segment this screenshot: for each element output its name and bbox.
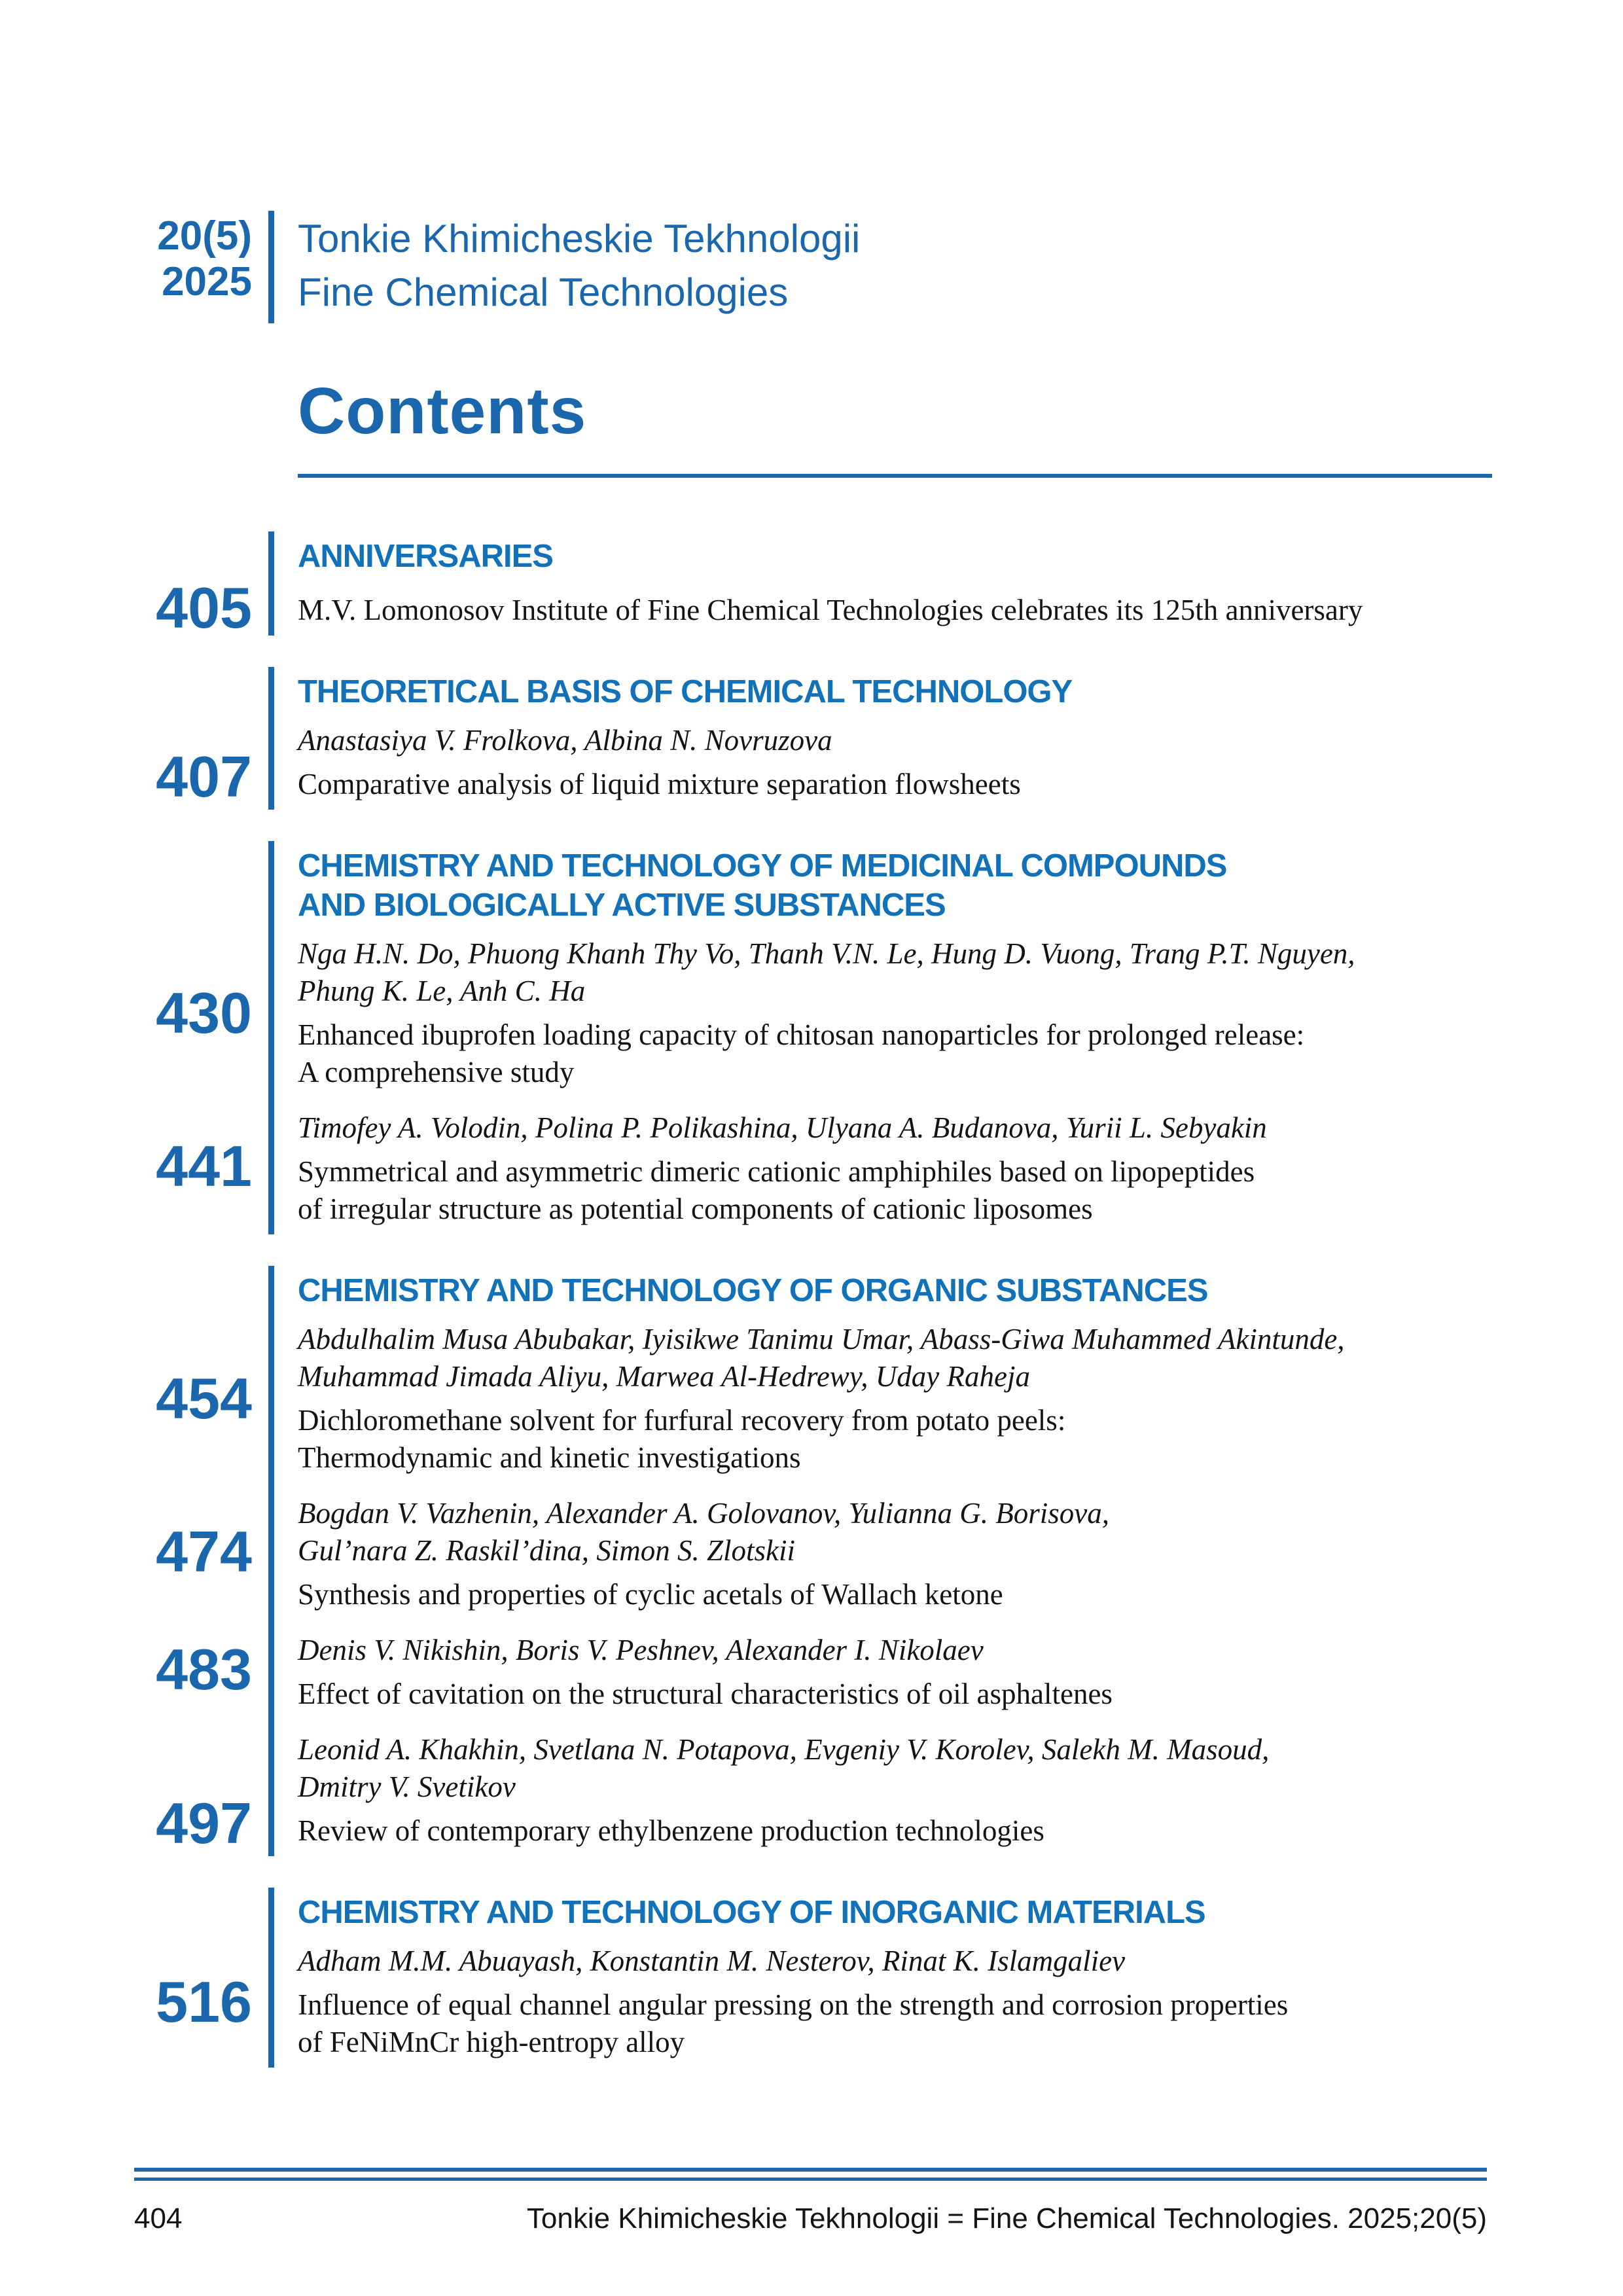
issue-year-block <box>134 211 252 323</box>
footer-divider <box>134 2168 1487 2172</box>
footer-citation: Tonkie Khimicheskie Tekhnologii = Fine Chemical Technologies. 2025;20(5) <box>526 2202 1487 2234</box>
footer-divider-second <box>134 2178 1487 2181</box>
footer-page-number: 404 <box>134 2202 183 2234</box>
section-heading <box>268 1888 1492 1936</box>
author-line: Nga H.N. Do, Phuong Khanh Thy Vo, Thanh V.N. Le, Hung D. Vuong, Trang P.T. Nguyen, <box>298 937 1355 970</box>
page-number: 441 <box>156 1133 252 1198</box>
article-body <box>268 1314 1492 1483</box>
page-number: 405 <box>156 575 252 640</box>
toc-entry <box>134 1620 1492 1719</box>
article-title-line: Symmetrical and asymmetric dimeric cationic amphiphiles based on lipopeptides <box>298 1155 1255 1188</box>
article-title-line: Review of contemporary ethylbenzene production technologies <box>298 1814 1044 1847</box>
toc-entry <box>134 1483 1492 1620</box>
article-authors <box>298 1632 1492 1669</box>
toc-section <box>134 531 1492 640</box>
journal-title-translit: Tonkie Khimicheskie Tekhnologii <box>298 217 861 260</box>
section-heading-line: CHEMISTRY AND TECHNOLOGY OF ORGANIC SUBSTANCES <box>298 1273 1208 1308</box>
article-authors <box>298 1321 1492 1395</box>
author-line: Anastasiya V. Frolkova, Albina N. Novruzova <box>298 724 832 757</box>
toc-section <box>134 667 1492 810</box>
author-line: Abdulhalim Musa Abubakar, Iyisikwe Tanimu Umar, Abass-Giwa Muhammed Akintunde, <box>298 1323 1345 1355</box>
section-heading-row <box>134 1266 1492 1314</box>
page-number: 497 <box>156 1791 252 1856</box>
page-content <box>134 211 1492 2068</box>
article-authors <box>298 1495 1492 1570</box>
author-line: Gul’nara Z. Raskil’dina, Simon S. Zlotskii <box>298 1534 796 1567</box>
article-authors <box>298 1731 1492 1806</box>
article-body <box>268 1719 1492 1856</box>
article-title-line: of FeNiMnCr high-entropy alloy <box>298 2026 685 2058</box>
article-body <box>268 929 1492 1098</box>
article-authors <box>298 935 1492 1010</box>
section-heading-line: CHEMISTRY AND TECHNOLOGY OF INORGANIC MATERIALS <box>298 1895 1205 1930</box>
page-number: 474 <box>156 1518 252 1584</box>
article-title-line: Synthesis and properties of cyclic acetals of Wallach ketone <box>298 1578 1003 1611</box>
section-heading <box>268 531 1492 580</box>
article-body <box>268 1483 1492 1620</box>
author-line: Leonid A. Khakhin, Svetlana N. Potapova, Evgeniy V. Korolev, Salekh M. Masoud, <box>298 1733 1270 1766</box>
section-heading-row <box>134 531 1492 580</box>
article-title-line: M.V. Lomonosov Institute of Fine Chemical Technologies celebrates its 125th anniversary <box>298 594 1363 626</box>
toc-section <box>134 841 1492 1234</box>
article-title <box>298 1153 1492 1228</box>
toc-entry <box>134 1719 1492 1856</box>
section-heading-line: THEORETICAL BASIS OF CHEMICAL TECHNOLOGY <box>298 674 1073 709</box>
article-title-line: A comprehensive study <box>298 1056 575 1088</box>
toc-entry <box>134 1098 1492 1234</box>
article-body <box>268 1936 1492 2068</box>
article-title-line: Enhanced ibuprofen loading capacity of chitosan nanoparticles for prolonged release: <box>298 1018 1305 1051</box>
page-number: 407 <box>156 744 252 809</box>
article-title <box>298 1986 1492 2061</box>
journal-title-block <box>268 211 1492 323</box>
article-title-line: Thermodynamic and kinetic investigations <box>298 1441 801 1474</box>
section-heading <box>268 1266 1492 1314</box>
toc-entry <box>134 1314 1492 1483</box>
toc-entry <box>134 929 1492 1098</box>
author-line: Phung K. Le, Anh C. Ha <box>298 975 586 1007</box>
page-number: 454 <box>156 1366 252 1431</box>
article-body <box>268 1620 1492 1719</box>
author-line: Timofey A. Volodin, Polina P. Polikashina, Ulyana A. Budanova, Yurii L. Sebyakin <box>298 1111 1267 1144</box>
issue-number: 20(5) <box>157 213 252 259</box>
article-title <box>298 1676 1492 1713</box>
toc-entry <box>134 715 1492 810</box>
toc-section <box>134 1888 1492 2068</box>
article-title-line: Influence of equal channel angular pressing on the strength and corrosion properties <box>298 1988 1289 2021</box>
section-heading-line: ANNIVERSARIES <box>298 539 553 574</box>
article-title-line: Dichloromethane solvent for furfural recovery from potato peels: <box>298 1404 1066 1437</box>
author-line: Adham M.M. Abuayash, Konstantin M. Nesterov, Rinat K. Islamgaliev <box>298 1945 1126 1977</box>
year-number: 2025 <box>162 259 252 304</box>
article-title-line: Comparative analysis of liquid mixture separation flowsheets <box>298 768 1021 800</box>
article-authors <box>298 722 1492 759</box>
author-line: Dmitry V. Svetikov <box>298 1770 516 1803</box>
article-authors <box>298 1943 1492 1980</box>
section-heading <box>268 841 1492 929</box>
page-number: 516 <box>156 1969 252 2034</box>
journal-title-en: Fine Chemical Technologies <box>298 270 789 314</box>
section-heading-line: AND BIOLOGICALLY ACTIVE SUBSTANCES <box>298 888 946 923</box>
article-title <box>298 1402 1492 1477</box>
journal-masthead <box>134 211 1492 323</box>
contents-title: Contents <box>298 374 587 448</box>
article-title-line: of irregular structure as potential components of cationic liposomes <box>298 1193 1093 1225</box>
article-body <box>268 1098 1492 1234</box>
footer-row <box>134 2203 1487 2234</box>
section-heading-row <box>134 1888 1492 1936</box>
article-body <box>268 715 1492 810</box>
author-line: Denis V. Nikishin, Boris V. Peshnev, Alexander I. Nikolaev <box>298 1634 984 1666</box>
toc-entry <box>134 575 1492 640</box>
page-footer <box>134 2168 1487 2234</box>
page-number: 430 <box>156 980 252 1045</box>
article-title <box>298 766 1492 803</box>
article-title <box>298 1812 1492 1850</box>
section-heading <box>268 667 1492 715</box>
page-number: 483 <box>156 1637 252 1702</box>
article-title-line: Effect of cavitation on the structural characteristics of oil asphaltenes <box>298 1677 1113 1710</box>
author-line: Bogdan V. Vazhenin, Alexander A. Golovanov, Yulianna G. Borisova, <box>298 1497 1109 1530</box>
article-title <box>298 1016 1492 1091</box>
section-heading-row <box>134 841 1492 929</box>
toc-section <box>134 1266 1492 1856</box>
section-heading-row <box>134 667 1492 715</box>
author-line: Muhammad Jimada Aliyu, Marwea Al-Hedrewy, Uday Raheja <box>298 1360 1030 1393</box>
toc-list <box>134 531 1492 2068</box>
article-body <box>268 580 1492 636</box>
contents-divider <box>298 474 1492 478</box>
article-authors <box>298 1109 1492 1147</box>
article-title <box>298 592 1492 629</box>
article-title <box>298 1576 1492 1613</box>
toc-entry <box>134 1936 1492 2068</box>
section-heading-line: CHEMISTRY AND TECHNOLOGY OF MEDICINAL COMPOUNDS <box>298 848 1227 884</box>
